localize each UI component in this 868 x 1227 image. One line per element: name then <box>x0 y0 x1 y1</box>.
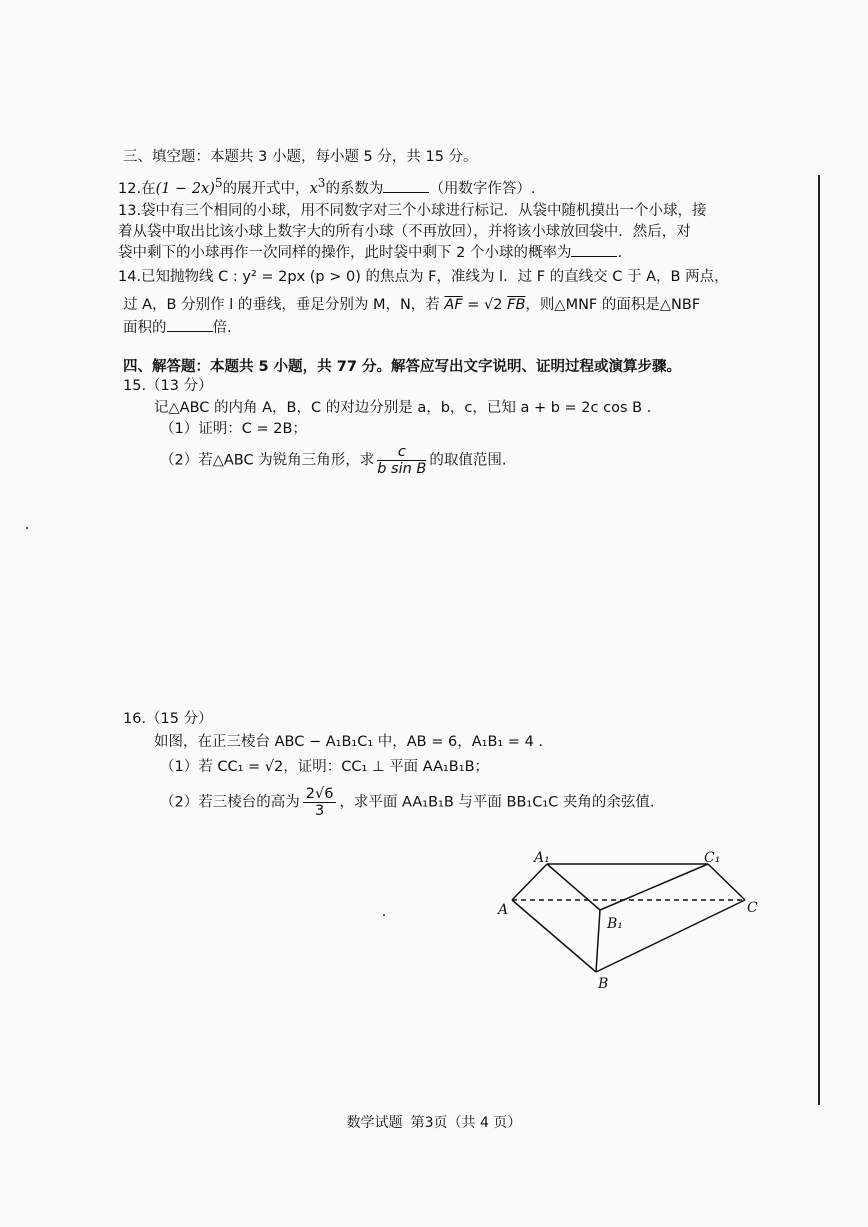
q12-expr: (1 − 2x) <box>155 180 215 197</box>
q14-vector-af: $\overline{AF}$ <box>444 297 463 313</box>
q16-part2-a: （2）若三棱台的高为 <box>160 794 300 811</box>
footer-page: 第3页（共 4 页） <box>410 1115 522 1131</box>
q12-var: x <box>309 180 318 197</box>
q15-fraction <box>377 444 426 477</box>
q12-answer-blank <box>383 180 429 193</box>
q14-answer-blank <box>167 319 213 332</box>
q16-fraction <box>303 786 337 819</box>
edge-b1c1 <box>600 864 708 910</box>
q14-vector-fb: $\overline{FB}$ <box>507 297 526 313</box>
q14-line2-a: 过 A，B 分别作 l 的垂线，垂足分别为 M，N，若 <box>123 297 445 313</box>
q13-line3-text: 袋中剩下的小球再作一次同样的操作，此时袋中剩下 2 个小球的概率为 <box>118 245 572 261</box>
q13-answer-blank <box>571 244 617 257</box>
edge-bc <box>596 900 745 972</box>
q15-frac-den: b sin B <box>377 461 427 477</box>
label-b1: B₁ <box>607 916 623 932</box>
q14-eq: = √2 <box>462 297 508 313</box>
label-a: A <box>498 902 509 918</box>
label-b: B <box>598 976 609 992</box>
q13-line3-tail: . <box>617 245 623 261</box>
section4-heading: 四、解答题：本题共 5 小题，共 77 分。解答应写出文字说明、证明过程或演算步骤。 <box>123 359 681 375</box>
footer-subject: 数学试题 <box>346 1115 403 1131</box>
q12-tail: （用数字作答）. <box>429 180 536 197</box>
scan-speck <box>383 914 385 916</box>
q15-part2-b: 的取值范围. <box>429 452 507 469</box>
q16-title: 16.（15 分） <box>123 711 213 727</box>
label-c: C <box>747 900 758 916</box>
q14-line3 <box>123 319 232 337</box>
q16-frac-den: 3 <box>314 803 325 819</box>
edge-cc1 <box>708 864 745 900</box>
q13-line3 <box>118 244 622 262</box>
q16-part1: （1）若 CC₁ = √2，证明：CC₁ ⊥ 平面 AA₁B₁B； <box>160 759 490 775</box>
q14-line2 <box>123 296 700 314</box>
q14-line3-a: 面积的 <box>123 320 167 336</box>
q13-line1: 13.袋中有三个相同的小球，用不同数字对三个小球进行标记．从袋中随机摸出一个小球，接 <box>118 203 707 219</box>
edge-bb1 <box>596 910 600 972</box>
frustum-figure <box>490 845 780 995</box>
q15-part2-a: （2）若△ABC 为锐角三角形，求 <box>160 452 375 469</box>
label-c1: C₁ <box>704 850 721 866</box>
edge-a1b1 <box>547 864 600 910</box>
q16-frac-num: 2√6 <box>303 786 337 803</box>
q12-prefix: 12.在 <box>118 180 156 197</box>
label-a1: A₁ <box>534 850 550 866</box>
q14-line3-b: 倍. <box>212 320 232 336</box>
q15-part1: （1）证明：C = 2B； <box>160 421 307 437</box>
q16-part2 <box>160 786 655 819</box>
edge-aa1 <box>512 864 547 900</box>
q12-var-power: 3 <box>317 176 326 190</box>
q12-power: 5 <box>214 176 223 190</box>
q15-stem: 记△ABC 的内角 A，B，C 的对边分别是 a，b，c，已知 a + b = 2c cos B . <box>154 400 652 416</box>
q15-part2 <box>160 444 507 477</box>
q15-frac-num: c <box>377 444 426 461</box>
margin-line <box>818 175 820 1105</box>
page-footer <box>0 1112 868 1132</box>
edge-ab <box>512 900 596 972</box>
q12-suffix: 的系数为 <box>325 180 384 197</box>
q14-line1: 14.已知抛物线 C : y² = 2px (p > 0) 的焦点为 F，准线为 l．过 F 的直线交 C 于 A，B 两点， <box>118 269 729 285</box>
q12-mid: 的展开式中， <box>222 180 310 197</box>
section3-heading: 三、填空题：本题共 3 小题，每小题 5 分，共 15 分。 <box>123 149 478 165</box>
question-12 <box>118 174 536 198</box>
q16-stem: 如图，在正三棱台 ABC − A₁B₁C₁ 中，AB = 6，A₁B₁ = 4 . <box>154 734 544 750</box>
q16-part2-b: ，求平面 AA₁B₁B 与平面 BB₁C₁C 夹角的余弦值. <box>339 794 655 811</box>
q13-line2: 着从袋中取出比该小球上数字大的所有小球（不再放回），并将该小球放回袋中．然后，对 <box>118 224 691 240</box>
q14-line2-b: ，则△MNF 的面积是△NBF <box>525 297 701 313</box>
scan-speck <box>26 527 28 529</box>
q15-title: 15.（13 分） <box>123 378 213 394</box>
